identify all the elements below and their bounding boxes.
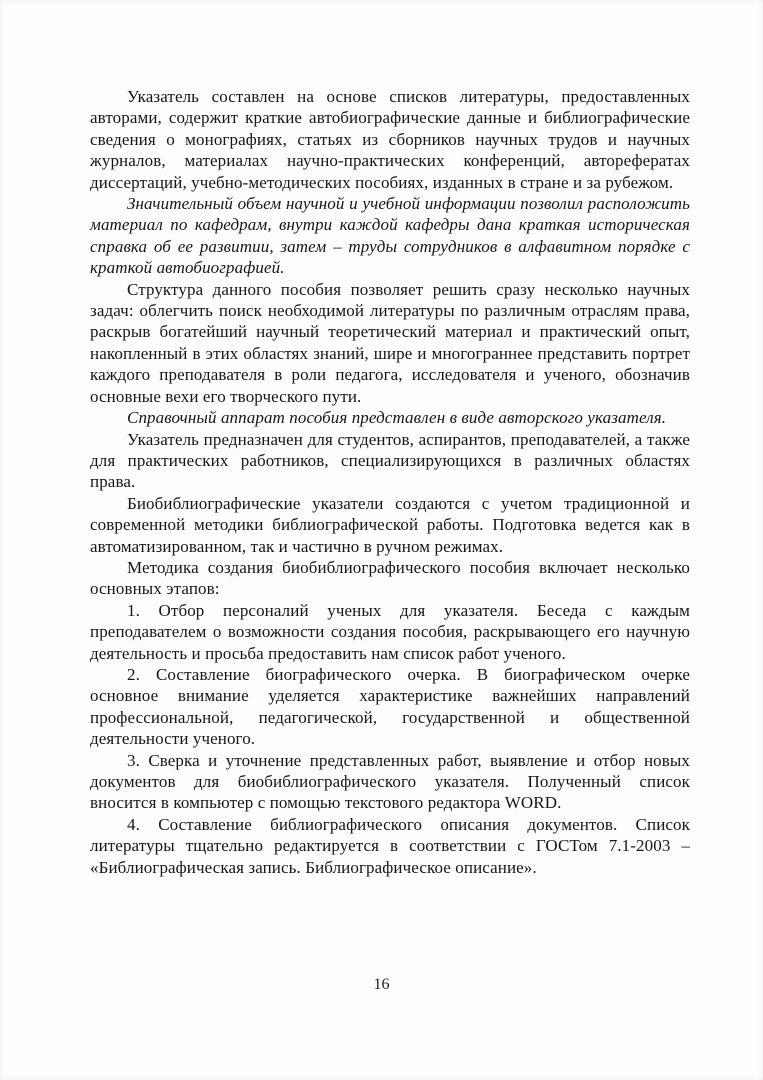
paragraph: Указатель предназначен для студентов, аспирантов, преподавателей, а также для практических работников, специализирующихся в различных областях права. (90, 429, 690, 492)
paragraph: 2. Составление биографического очерка. В биографическом очерке основное внимание уделяется характеристике важнейших направлений профессиональной, педагогической, государственной и общественной деятельности ученого. (90, 664, 690, 749)
paragraph: Справочный аппарат пособия представлен в виде авторского указателя. (127, 408, 667, 428)
paragraph: Значительный объем научной и учебной информации позволил расположить материал по кафедрам, внутри каждой кафедры дана краткая историческая справка об ее развитии, затем – труды сотрудников в алфавитном порядке с краткой автобиографией. (90, 194, 690, 278)
paragraph: Биобиблиографические указатели создаются с учетом традиционной и современной методики библиографической работы. Подготовка ведется как в автоматизированном, так и частично в ручном режимах. (90, 493, 690, 556)
paragraph: Указатель составлен на основе списков литературы, предоставленных авторами, содержит краткие автобиографические данные и библиографические сведения о монографиях, статьях из сборников научных трудов и научных журналов, материалах научно-практических конференций, авторефератах диссертаций, учебно-методических пособиях, изданных в стране и за рубежом. (90, 87, 690, 192)
page-number: 16 (373, 976, 390, 993)
body-text (90, 86, 690, 878)
paragraph: 3. Сверка и уточнение представленных работ, выявление и отбор новых документов для биобиблиографического указателя. Полученный список вносится в компьютер с помощью текстового редактора WORD. (90, 750, 690, 813)
paragraph: Структура данного пособия позволяет решить сразу несколько научных задач: облегчить поиск необходимой литературы по различным отраслям права, раскрыв богатейший научный теоретический материал и практический опыт, накопленный в этих областях знаний, шире и многограннее представить портрет каждого преподавателя в роли педагога, исследователя и ученого, обозначив основные вехи его творческого пути. (90, 279, 690, 406)
paragraph: 4. Составление библиографического описания документов. Список литературы тщательно редактируется в соответствии с ГОСТом 7.1-2003 – «Библиографическая запись. Библиографическое описание». (90, 814, 690, 877)
paragraph: 1. Отбор персоналий ученых для указателя. Беседа с каждым преподавателем о возможности создания пособия, раскрывающего его научную деятельность и просьба предоставить нам список работ ученого. (90, 600, 690, 663)
paragraph: Методика создания биобиблиографического пособия включает несколько основных этапов: (90, 557, 690, 599)
